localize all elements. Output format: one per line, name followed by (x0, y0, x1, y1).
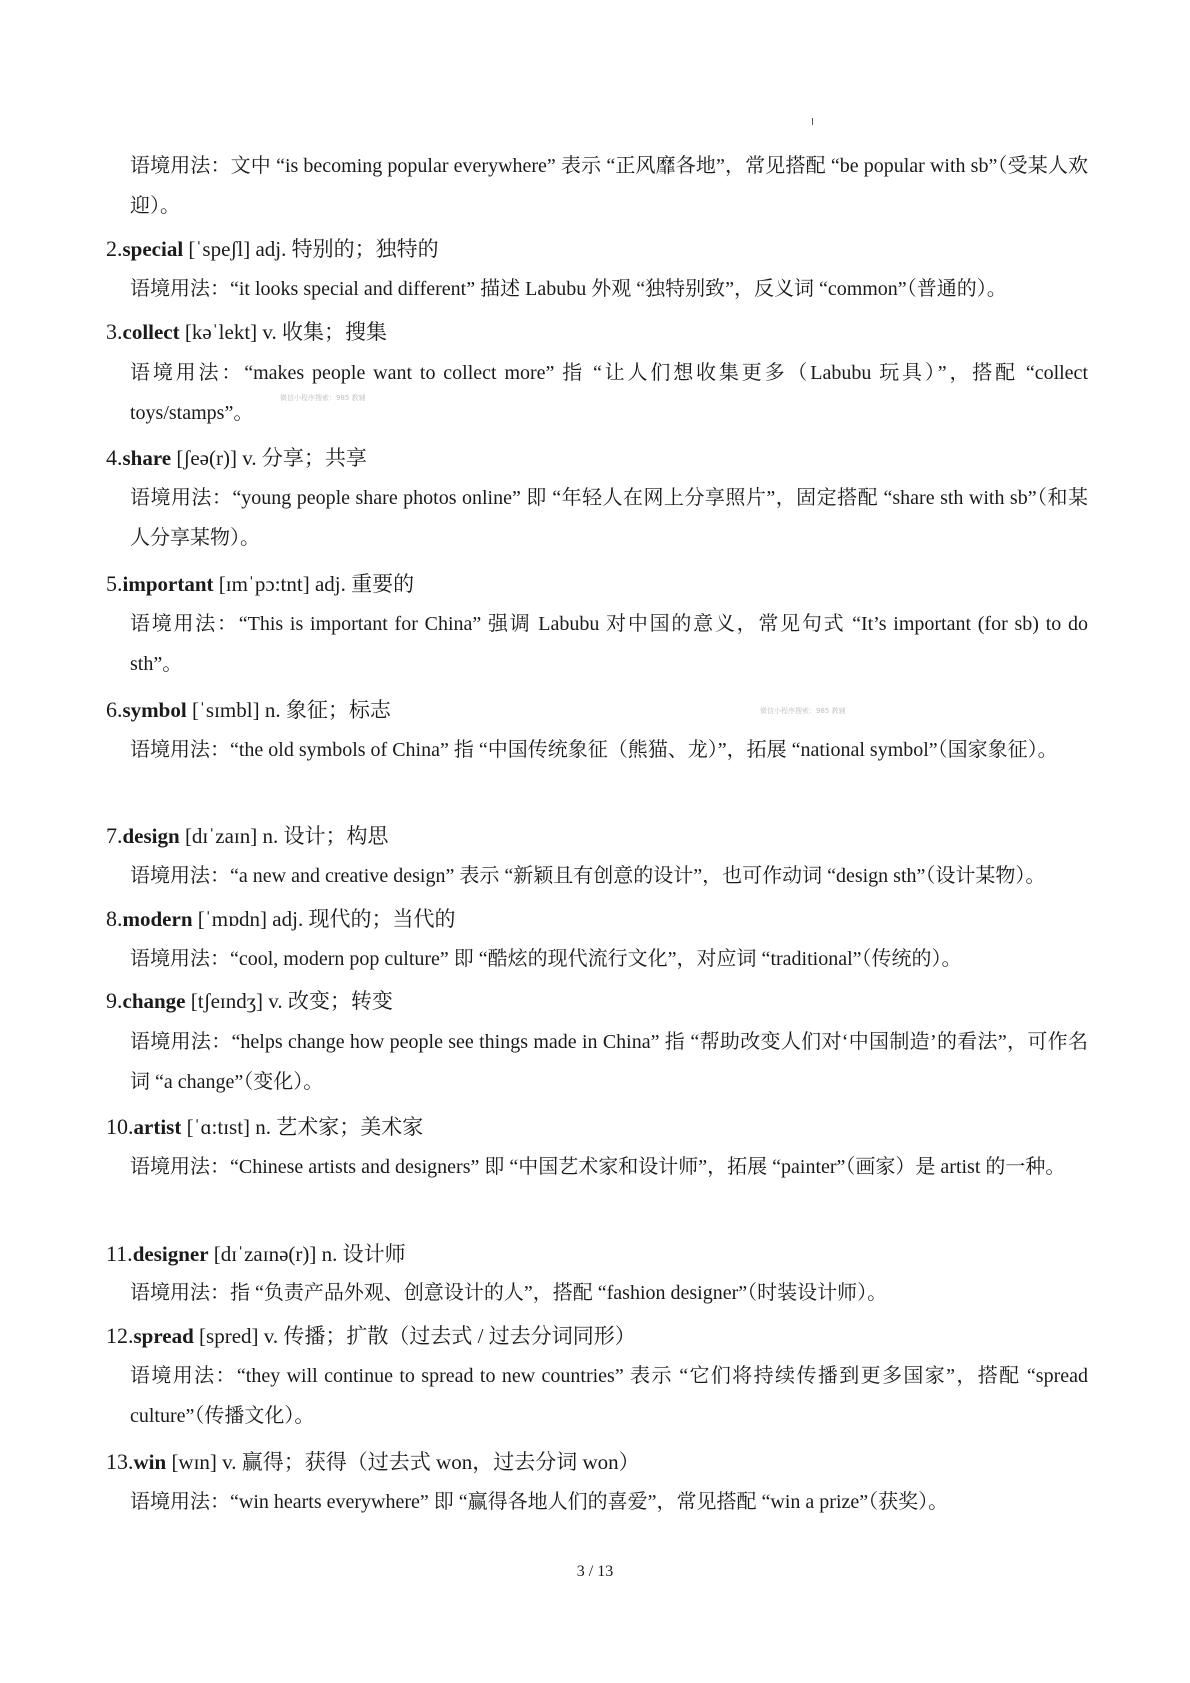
entry-num: 4. (106, 445, 123, 470)
entry-word: artist (133, 1115, 182, 1139)
entry-8-usage: 语境用法：“cool, modern pop culture” 即 “酷炫的现代流行文化”，对应词 “traditional”（传统的）。 (130, 948, 962, 970)
entry-9-head (106, 987, 393, 1015)
entry-2-usage: 语境用法：“it looks special and different” 描述 Labubu 外观 “独特别致”，反义词 “common”（普通的）。 (130, 278, 1007, 300)
entry-num: 2. (106, 236, 123, 261)
entry-13-usage: 语境用法：“win hearts everywhere” 即 “赢得各地人们的喜爱”，常见搭配 “win a prize”（获奖）。 (130, 1491, 949, 1513)
entry-word: spread (133, 1324, 194, 1348)
entry-word: win (133, 1450, 167, 1474)
entry-num: 13. (106, 1449, 134, 1474)
entry-definition: [ʃeə(r)] v. 分享；共享 (171, 446, 367, 470)
entry-definition: [dɪˈzaɪn] n. 设计；构思 (179, 824, 389, 848)
entry-num: 11. (106, 1241, 133, 1266)
entry-num: 9. (106, 988, 123, 1013)
entry-11-head (106, 1240, 406, 1268)
entry-12-head (106, 1322, 636, 1350)
entry-6-usage: 语境用法：“the old symbols of China” 指 “中国传统象征（熊猫、龙）”，拓展 “national symbol”（国家象征）。 (130, 739, 1058, 761)
entry-definition: [ˈspeʃl] adj. 特别的；独特的 (183, 237, 439, 261)
entry-5-usage: 语境用法：“This is important for China” 强调 Labubu 对中国的意义，常见句式 “It’s important (for sb) to do sth”。 (130, 613, 1088, 675)
entry-3-usage: 语境用法：“makes people want to collect more” 指 “让人们想收集更多（Labubu 玩具）”，搭配 “collect toys/stamps”。 (130, 362, 1088, 424)
entry-num: 7. (106, 823, 123, 848)
entry-3-head (106, 318, 387, 346)
entry-word: share (122, 446, 172, 470)
entry-7-usage: 语境用法：“a new and creative design” 表示 “新颖且有创意的设计”，也可作动词 “design sth”（设计某物）。 (130, 865, 1046, 887)
entry-definition: [ɪmˈpɔ:tnt] adj. 重要的 (213, 572, 415, 596)
entry-5-head (106, 570, 414, 598)
entry-10-usage: 语境用法：“Chinese artists and designers” 即 “中国艺术家和设计师”，拓展 “painter”（画家）是 artist 的一种。 (130, 1156, 1066, 1178)
entry-4-head (106, 444, 367, 472)
page-number: 3 / 13 (576, 1563, 614, 1580)
entry-word: special (122, 237, 184, 261)
watermark: 微信小程序搜索：985 教辅 (280, 394, 366, 402)
entry-word: change (122, 989, 186, 1013)
entry-11-usage: 语境用法：指 “负责产品外观、创意设计的人”，搭配 “fashion designer”（时装设计师）。 (130, 1282, 888, 1304)
watermark: 微信小程序搜索：985 教辅 (760, 707, 846, 715)
entry-2-head (106, 235, 439, 263)
entry-12-usage: 语境用法：“they will continue to spread to new countries” 表示 “它们将持续传播到更多国家”，搭配 “spread culture”（传播文化）。 (130, 1365, 1088, 1427)
entry-6-head (106, 696, 391, 724)
entry-word: symbol (122, 698, 187, 722)
entry-word: modern (122, 907, 193, 931)
entry-word: designer (132, 1242, 209, 1266)
entry-num: 3. (106, 319, 123, 344)
entry-word: collect (122, 320, 180, 344)
entry-definition: [ˈɑ:tɪst] n. 艺术家；美术家 (181, 1115, 424, 1139)
entry-definition: [tʃeɪndʒ] v. 改变；转变 (185, 989, 393, 1013)
entry-definition: [kəˈlekt] v. 收集；搜集 (179, 320, 388, 344)
entry-9-usage: 语境用法：“helps change how people see things made in China” 指 “帮助改变人们对‘中国制造’的看法”，可作名词 “a change”（变化）。 (130, 1031, 1088, 1093)
entry-8-head (106, 905, 455, 933)
entry-num: 10. (106, 1114, 134, 1139)
entry-num: 5. (106, 571, 123, 596)
tick-mark (812, 118, 813, 125)
entry-10-head (106, 1113, 423, 1141)
intro-usage: 语境用法：文中 “is becoming popular everywhere” 表示 “正风靡各地”，常见搭配 “be popular with sb”（受某人欢迎）。 (130, 155, 1088, 217)
entry-7-head (106, 822, 388, 850)
entry-4-usage: 语境用法：“young people share photos online” 即 “年轻人在网上分享照片”，固定搭配 “share sth with sb”（和某人分享某物）。 (130, 487, 1088, 549)
entry-num: 6. (106, 697, 123, 722)
entry-definition: [wɪn] v. 赢得；获得（过去式 won，过去分词 won） (166, 1450, 640, 1474)
entry-definition: [ˈsɪmbl] n. 象征；标志 (186, 698, 391, 722)
entry-num: 12. (106, 1323, 134, 1348)
entry-definition: [ˈmɒdn] adj. 现代的；当代的 (192, 907, 456, 931)
entry-13-head (106, 1448, 640, 1476)
entry-definition: [spred] v. 传播；扩散（过去式 / 过去分词同形） (193, 1324, 636, 1348)
entry-definition: [dɪˈzaɪnə(r)] n. 设计师 (208, 1242, 406, 1266)
entry-num: 8. (106, 906, 123, 931)
entry-word: design (122, 824, 180, 848)
entry-word: important (122, 572, 214, 596)
